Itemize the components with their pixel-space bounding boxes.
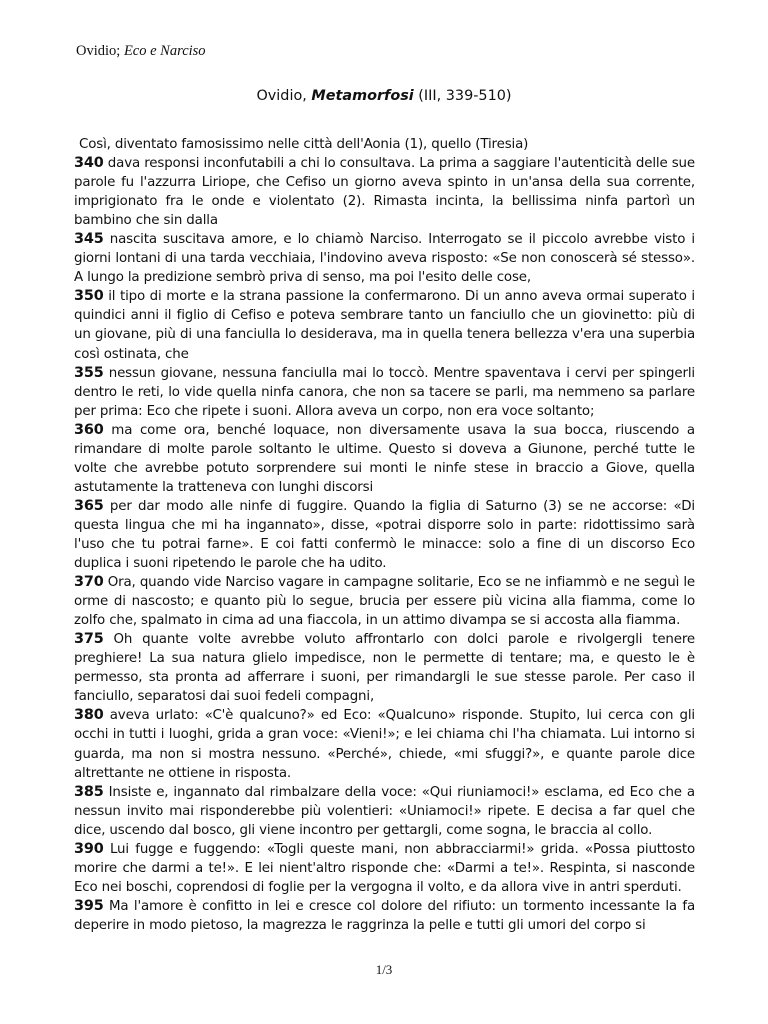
passage-355 [74,364,695,421]
passage-text: ma come ora, benché loquace, non diversamente usava la sua bocca, riuscendo a rimandare di molte parole soltanto le ultime. Questo si doveva a Giunone, perché tutte le volte che avrebbe potuto sorprendere sui monti le ninfe stese in braccio a Giove, quella astutamente la tratteneva con lunghi discorsi [74,422,695,495]
poem-translation-text [74,135,695,935]
passage-350 [74,287,695,363]
line-number: 340 [74,155,104,172]
line-number: 370 [74,574,104,591]
passage-text: Lui fugge e fuggendo: «Togli queste mani, non abbracciarmi!» grida. «Possa piuttosto morire che darmi a te!». E lei nient'altro risponde che: «Darmi a te!». Respinta, si nasconde Eco nei boschi, coprendosi di foglie per la vergogna il volto, e da allora vive in antri sperduti. [74,841,695,895]
passage-360 [74,421,695,497]
passage-text: nessun giovane, nessuna fanciulla mai lo toccò. Mentre spaventava i cervi per spingerli dentro le reti, lo vide quella ninfa canora, che non sa tacere se parli, ma nemmeno sa parlare per prima: Eco che ripete i suoni. Allora aveva un corpo, non era voce soltanto; [74,365,695,419]
line-number: 380 [74,707,104,724]
passage-340 [74,154,695,230]
line-number: 365 [74,497,104,514]
passage-text: Insiste e, ingannato dal rimbalzare della voce: «Qui riuniamoci!» esclama, ed Eco che a nessun invito mai risponderebbe più volentieri: «Uniamoci!» ripete. E decisa a far quel che dice, uscendo dal bosco, gli viene incontro per gettargli, come sogna, le braccia al collo. [74,784,695,838]
passage-370 [74,573,695,630]
header-work-title: Eco e Narciso [123,43,206,59]
passage-text: aveva urlato: «C'è qualcuno?» ed Eco: «Qualcuno» risponde. Stupito, lui cerca con gli occhi in tutti i luoghi, grida a gran voce: «Vieni!»; e lei chiama chi l'ha chiamata. Lui intorno si guarda, ma non si mostra nessuno. «Perché», chiede, «mi sfuggi?», e quante parole dice altrettante ne ottiene in risposta. [74,708,695,781]
passage-text: il tipo di morte e la strana passione la confermarono. Di un anno aveva ormai superato i quindici anni il figlio di Cefiso e poteva sembrare tanto un fanciullo che un giovinetto: più di un giovane, più di una fanciulla lo desiderava, ma in quella tenera bellezza v'era una superbia così ostinata, che [74,289,695,362]
line-number: 360 [74,421,104,438]
title-work: Metamorfosi [311,88,414,104]
passage-380 [74,706,695,782]
line-number: 355 [74,364,104,381]
line-number: 350 [74,288,104,305]
title-reference: (III, 339-510) [418,88,512,104]
passage-text: Ora, quando vide Narciso vagare in campagne solitarie, Eco se ne infiammò e ne seguì le orme di nascosto; e quanto più lo segue, brucia per essere più vicina alla fiamma, come lo zolfo che, spalmato in cima ad una fiaccola, in un attimo divampa se si accosta alla fiamma. [74,575,695,629]
passage-345 [74,230,695,287]
line-number: 375 [74,631,104,648]
passage-text: Oh quante volte avrebbe voluto affrontarlo con dolci parole e rivolgergli tenere preghiere! La sua natura glielo impedisce, non le permette di tentare; ma, e questo le è permesso, sta pronta ad afferrare i suoni, per rimandargli le sue stesse parole. Per caso il fanciullo, separatosi dai suoi fedeli compagni, [74,632,695,705]
line-number: 390 [74,840,104,857]
passage-text: per dar modo alle ninfe di fuggire. Quando la figlia di Saturno (3) se ne accorse: «Di questa lingua che mi ha ingannato», disse, «potrai disporre solo in parte: ridottissimo sarà l'uso che tu potrai farne». E coi fatti confermò le minacce: solo a fine di un discorso Eco duplica i suoni ripetendo le parole che ha udito. [74,498,695,572]
passage-text: Ma l'amore è confitto in lei e cresce col dolore del rifiuto: un tormento incessante la fa deperire in modo pietoso, la magrezza le raggrinza la pelle e tutti gli umori del corpo si [74,898,695,933]
passage-385 [74,783,695,840]
header-author: Ovidio; [76,43,121,59]
line-number: 345 [74,231,104,248]
title-author: Ovidio, [256,88,307,104]
passage-365 [74,497,695,573]
passage-text: dava responsi inconfutabili a chi lo consultava. La prima a saggiare l'autenticità delle sue parole fu l'azzurra Liriope, che Cefiso un giorno aveva spinto in un'ansa della sua corrente, imprigionato fra le onde e violentato (2). Rimasta incinta, la bellissima ninfa partorì un bambino che sin dalla [74,156,695,229]
passage-390 [74,840,695,897]
line-number: 385 [74,783,104,800]
passage-395 [74,897,695,935]
page-number: 1/3 [375,962,393,977]
passage-text: nascita suscitava amore, e lo chiamò Narciso. Interrogato se il piccolo avrebbe visto i giorni lontani di una tarda vecchiaia, l'indovino aveva risposto: «Se non conoscerà sé stesso». A lungo la predizione sembrò priva di senso, ma poi l'esito delle cose, [74,232,695,286]
intro-paragraph: Così, diventato famosissimo nelle città dell'Aonia (1), quello (Tiresia) [79,137,529,152]
line-number: 395 [74,897,104,914]
document-title [0,86,768,106]
running-header [76,42,206,60]
passage-375 [74,630,695,706]
